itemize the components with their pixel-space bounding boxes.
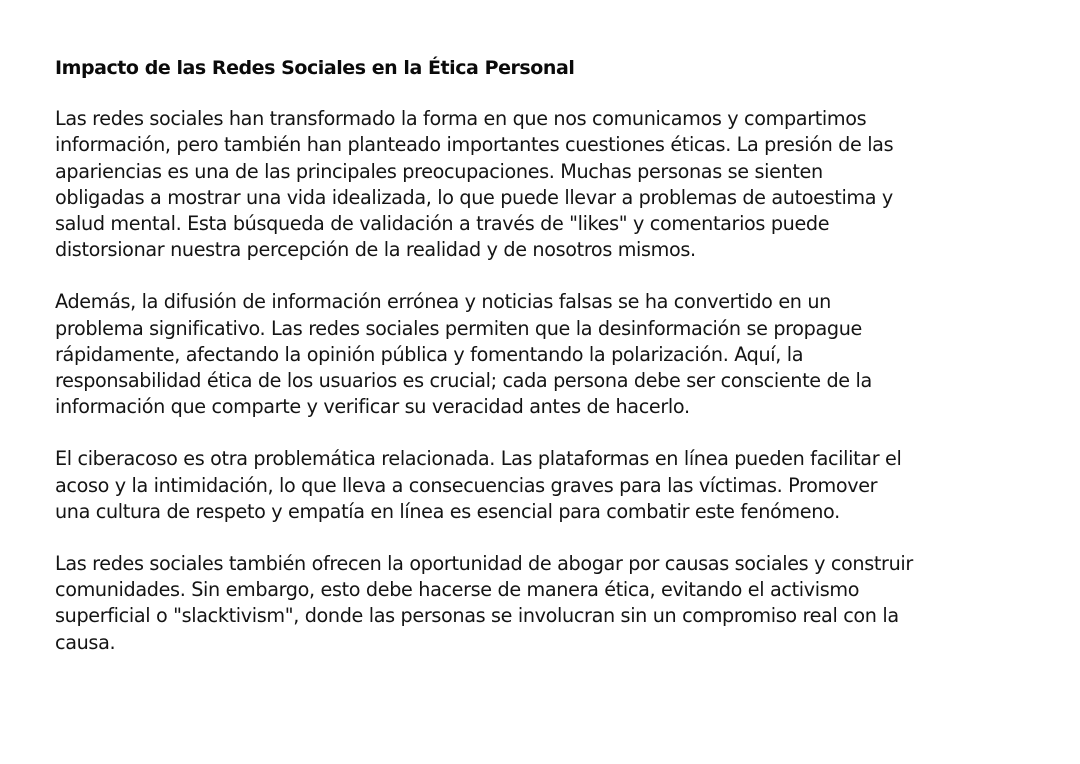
text-line: comunidades. Sin embargo, esto debe hacerse de manera ética, evitando el activismo bbox=[55, 577, 860, 601]
paragraph-cyberbullying bbox=[55, 446, 1080, 525]
text-line: problema significativo. Las redes sociales permiten que la desinformación se propague bbox=[55, 316, 862, 340]
document-body bbox=[55, 55, 1080, 656]
text-line: salud mental. Esta búsqueda de validación a través de "likes" y comentarios puede bbox=[55, 212, 830, 236]
text-line: una cultura de respeto y empatía en línea es esencial para combatir este fenómeno. bbox=[55, 499, 840, 523]
paragraph-activism bbox=[55, 551, 1080, 656]
text-line: superficial o "slacktivism", donde las personas se involucran sin un compromiso real con la bbox=[55, 604, 899, 628]
text-line: acoso y la intimidación, lo que lleva a consecuencias graves para las víctimas. Promover bbox=[55, 473, 878, 497]
text-line: El ciberacoso es otra problemática relacionada. Las plataformas en línea pueden facilitar el bbox=[55, 447, 902, 471]
text-line: obligadas a mostrar una vida idealizada, lo que puede llevar a problemas de autoestima y bbox=[55, 185, 893, 209]
text-line: Las redes sociales han transformado la forma en que nos comunicamos y compartimos bbox=[55, 107, 867, 130]
text-line: causa. bbox=[55, 630, 116, 654]
paragraph-social-pressure bbox=[55, 106, 1080, 264]
text-line: Las redes sociales también ofrecen la oportunidad de abogar por causas sociales y construir bbox=[55, 551, 913, 575]
paragraph-misinformation bbox=[55, 289, 1080, 420]
text-line: Además, la difusión de información errónea y noticias falsas se ha convertido en un bbox=[55, 290, 831, 314]
text-line: distorsionar nuestra percepción de la realidad y de nosotros mismos. bbox=[55, 238, 696, 262]
text-line: apariencias es una de las principales preocupaciones. Muchas personas se sienten bbox=[55, 159, 823, 183]
text-line: responsabilidad ética de los usuarios es crucial; cada persona debe ser consciente de la bbox=[55, 369, 872, 393]
text-line: información que comparte y verificar su veracidad antes de hacerlo. bbox=[55, 395, 690, 419]
document-title: Impacto de las Redes Sociales en la Ética Personal bbox=[55, 57, 575, 79]
text-line: rápidamente, afectando la opinión pública y fomentando la polarización. Aquí, la bbox=[55, 342, 804, 366]
text-line: información, pero también han planteado importantes cuestiones éticas. La presión de las bbox=[55, 133, 894, 157]
